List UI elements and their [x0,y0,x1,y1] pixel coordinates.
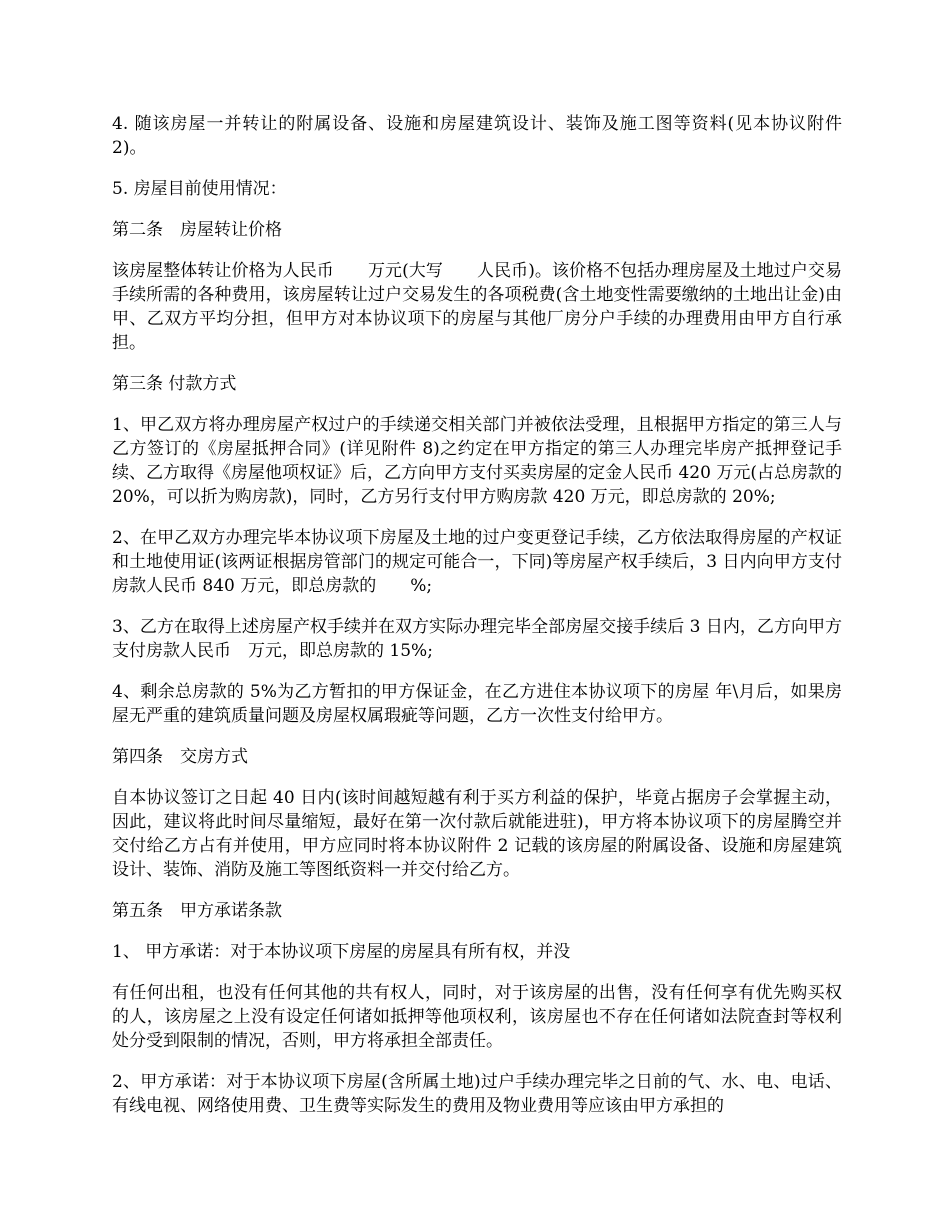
article-3-heading: 第三条 付款方式 [112,374,237,394]
article-3-item-1: 1、甲乙双方将办理房屋产权过户的手续递交相关部门并被依法受理，且根据甲方指定的第三人与乙方签订的《房屋抵押合同》(详见附件 8)之约定在甲方指定的第三人办理完毕房产抵押登记手续、乙方取得《房屋他项权证》后，乙方向甲方支付买卖房屋的定金人民币 420 万元(占总房款的 20%，可以折为购房款)，同时，乙方另行支付甲方购房款 420 万元，即总房款的 20%; [112,415,848,507]
article-2-heading: 第二条 房屋转让价格 [112,220,282,240]
clause-1-item-5: 5. 房屋目前使用情况： [112,179,287,199]
article-5-heading: 第五条 甲方承诺条款 [112,901,282,921]
article-5-item-1-continued: 有任何出租，也没有任何其他的共有权人，同时，对于该房屋的出售，没有任何享有优先购买权的人，该房屋之上没有设定任何诸如抵押等他项权利，该房屋也不存在任何诸如法院查封等权利处分受到限制的情况，否则，甲方将承担全部责任。 [112,983,842,1051]
article-5-item-1: 1、 甲方承诺：对于本协议项下房屋的房屋具有所有权，并没 [112,942,571,962]
article-5-item-2: 2、甲方承诺：对于本协议项下房屋(含所属土地)过户手续办理完毕之日前的气、水、电、电话、有线电视、网络使用费、卫生费等实际发生的费用及物业费用等应该由甲方承担的 [112,1072,842,1116]
article-3-item-2: 2、在甲乙双方办理完毕本协议项下房屋及土地的过户变更登记手续，乙方依法取得房屋的产权证和土地使用证(该两证根据房管部门的规定可能合一，下同)等房屋产权手续后，3 日内向甲方支付房款人民币 840 万元，即总房款的 %; [112,528,842,596]
article-4-body: 自本协议签订之日起 40 日内(该时间越短越有利于买方利益的保护，毕竟占据房子会掌握主动，因此，建议将此时间尽量缩短，最好在第一次付款后就能进驻)，甲方将本协议项下的房屋腾空并交付给乙方占有并使用，甲方应同时将本协议附件 2 记载的该房屋的附属设备、设施和房屋建筑设计、装饰、消防及施工等图纸资料一并交付给乙方。 [112,788,842,880]
document-page [112,112,848,1135]
clause-1-item-4: 4. 随该房屋一并转让的附属设备、设施和房屋建筑设计、装饰及施工图等资料(见本协议附件 2)。 [112,114,848,158]
article-2-body: 该房屋整体转让价格为人民币 万元(大写 人民币)。该价格不包括办理房屋及土地过户交易手续所需的各种费用，该房屋转让过户交易发生的各项税费(含土地变性需要缴纳的土地出让金)由甲、乙双方平均分担，但甲方对本协议项下的房屋与其他厂房分户手续的办理费用由甲方自行承担。 [112,261,842,353]
article-4-heading: 第四条 交房方式 [112,747,248,767]
article-3-item-3: 3、乙方在取得上述房屋产权手续并在双方实际办理完毕全部房屋交接手续后 3 日内，乙方向甲方支付房款人民币 万元，即总房款的 15%; [112,617,842,661]
article-3-item-4: 4、剩余总房款的 5%为乙方暂扣的甲方保证金，在乙方进住本协议项下的房屋 年\月后，如果房屋无严重的建筑质量问题及房屋权属瑕疵等问题，乙方一次性支付给甲方。 [112,682,842,726]
